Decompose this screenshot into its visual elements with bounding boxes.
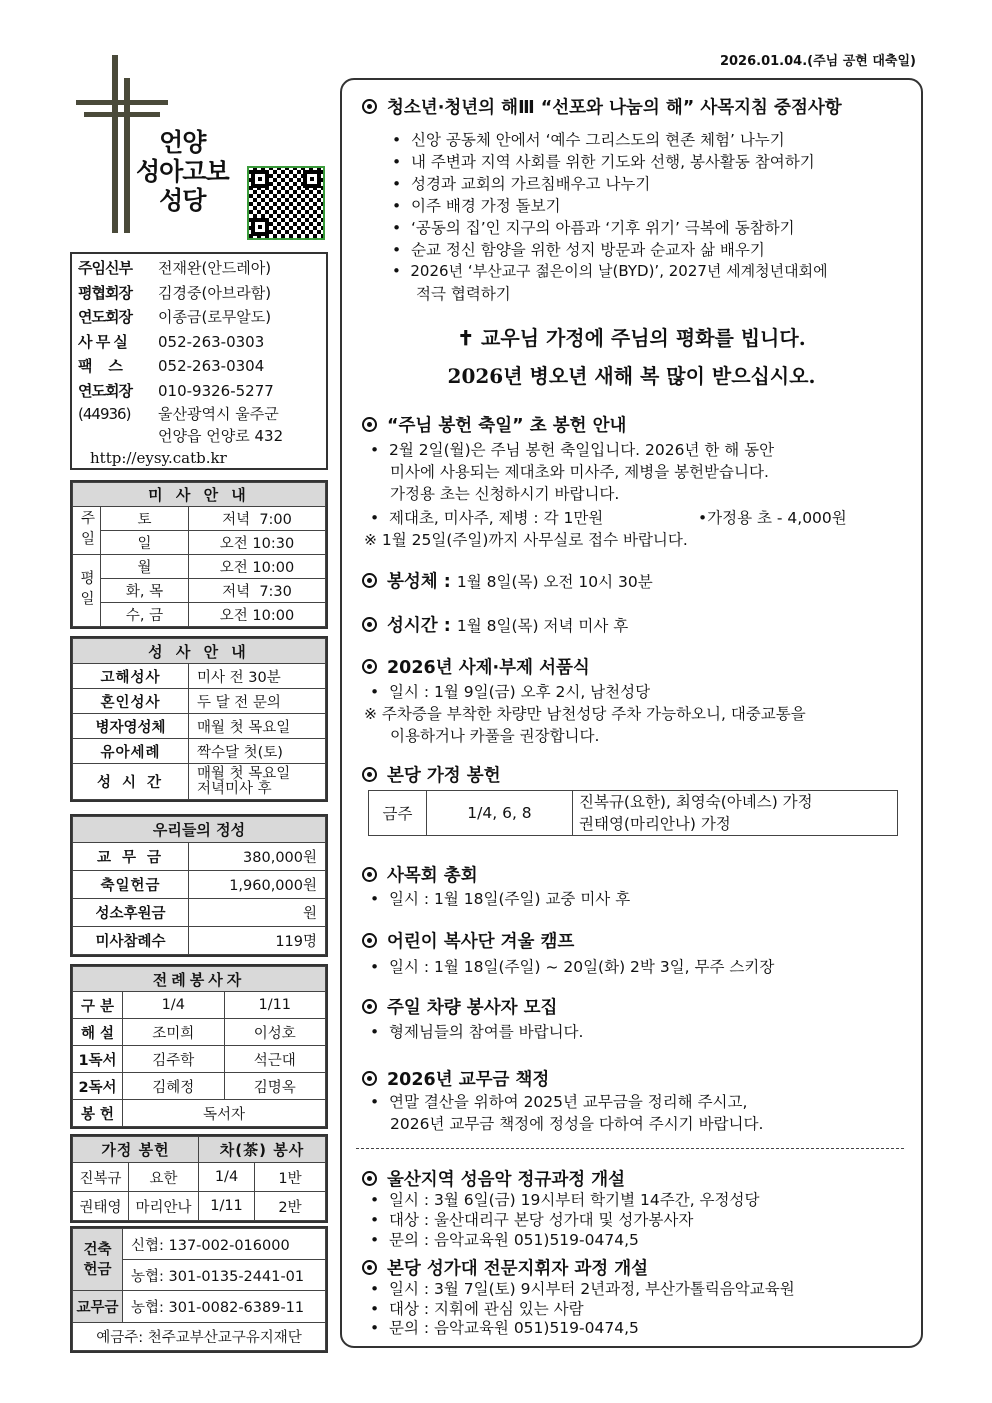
family-name: 진복규 <box>73 1163 129 1192</box>
mass-time: 오전 10:30 <box>189 531 326 555</box>
family-offering-table <box>368 790 898 836</box>
qr-code-icon[interactable] <box>247 166 325 240</box>
sunday-label: 주일 <box>73 507 101 555</box>
info-row <box>78 281 320 306</box>
bullet-icon <box>362 573 377 588</box>
tithe-label: 교무금 <box>73 1291 123 1323</box>
section-title: 본당 성가대 전문지휘자 과정 개설 <box>387 1259 649 1279</box>
section-tithe-pledge <box>362 1066 549 1091</box>
servers-role: 해 설 <box>73 1019 123 1046</box>
account-owner: 예금주: 천주교부산교구유지재단 <box>73 1323 326 1351</box>
list-item-text: 순교 정신 함양을 위한 성지 방문과 순교자 삶 배우기 <box>411 241 765 259</box>
servers-name: 석근대 <box>224 1046 326 1073</box>
bullet-icon <box>362 1260 377 1275</box>
list-item-text: 2026년 ‘부산교구 젊은이의 날(BYD)’, 2027년 세계청년대회에 <box>410 262 828 280</box>
info-row <box>78 379 320 404</box>
tea-service-head: 차(茶) 봉사 <box>199 1137 326 1163</box>
sacrament-value: 미사 전 30분 <box>189 664 326 689</box>
notice-line: • 일시 : 3월 7일(토) 9시부터 2년과정, 부산가톨릭음악교육원 <box>370 1280 795 1298</box>
family-tea-table <box>72 1136 326 1221</box>
notice-text: 미사에 사용되는 제대초와 미사주, 제병을 봉헌받습니다. <box>390 463 769 481</box>
bank-account-table <box>72 1228 326 1351</box>
offering-value: 1,960,000원 <box>189 871 326 899</box>
offering-families <box>573 791 898 836</box>
bullet-icon <box>362 867 377 882</box>
bulletin-date: 2026.01.04.(주님 공현 대축일) <box>719 54 916 69</box>
zip-code: (44936) <box>78 405 131 423</box>
section-title: 울산지역 성음악 정규과정 개설 <box>387 1170 626 1190</box>
list-item-text: 신앙 공동체 안에서 ‘예수 그리스도의 현존 체험’ 나누기 <box>411 131 785 149</box>
greeting-line2: 2026년 병오년 새해 복 많이 받으십시오. <box>447 364 816 388</box>
notice-line: • 제대초, 미사주, 제병 : 각 1만원 •가정용 초 - 4,000원 <box>370 506 603 528</box>
parish-name <box>136 128 229 215</box>
sacrament-value: 두 달 전 문의 <box>189 689 326 714</box>
servers-role: 2독서 <box>73 1073 123 1100</box>
list-item: • 내 주변과 지역 사회를 위한 기도와 선행, 봉사활동 참여하기 <box>392 153 815 171</box>
info-value: 052-263-0304 <box>158 357 265 375</box>
offering-box <box>70 814 328 957</box>
info-row <box>78 256 320 281</box>
list-item-text: 내 주변과 지역 사회를 위한 기도와 선행, 봉사활동 참여하기 <box>411 153 815 171</box>
info-value: 이종금(로무알도) <box>158 308 272 326</box>
info-value: 052-263-0303 <box>158 332 265 351</box>
mass-schedule-title: 미 사 안 내 <box>73 483 326 507</box>
section-title: 주일 차량 봉사자 모집 <box>387 998 558 1018</box>
info-value: 010-9326-5277 <box>158 381 274 400</box>
address-row <box>78 425 320 447</box>
family-line1: 진복규(요한), 최영숙(아녜스) 가정 <box>579 793 813 811</box>
section-title: 본당 가정 봉헌 <box>387 766 501 786</box>
notice-text: 대상 : 지휘에 관심 있는 사람 <box>389 1300 584 1318</box>
mass-time: 저녁 7:00 <box>189 507 326 531</box>
sacrament-key: 혼인성사 <box>73 689 189 714</box>
servers-name: 조미희 <box>123 1019 225 1046</box>
notice-line: • 일시 : 1월 18일(주일) 교중 미사 후 <box>370 890 631 908</box>
section-title: 사목회 총회 <box>387 866 478 886</box>
parish-name-line3: 성당 <box>159 186 206 215</box>
family-offering-table-wrap <box>368 790 898 836</box>
section-general-assembly <box>362 862 478 887</box>
bullet-icon <box>362 99 377 114</box>
info-key: 평협회장 <box>78 283 132 302</box>
notice-text: 이용하거나 카풀을 권장합니다. <box>390 727 600 745</box>
section-title: 2026년 사제·부제 서품식 <box>387 658 590 678</box>
parish-info-box <box>70 252 328 470</box>
notice-text: 제대초, 미사주, 제병 : 각 1만원 <box>389 509 604 527</box>
offering-key: 교 무 금 <box>73 843 189 871</box>
sacrament-value: 매월 첫 목요일 <box>189 714 326 739</box>
notice-text: 일시 : 1월 18일(주일) 교중 미사 후 <box>389 890 631 908</box>
info-row <box>78 354 320 379</box>
divider <box>356 1148 904 1149</box>
sacrament-key: 병자영성체 <box>73 714 189 739</box>
list-item: • 이주 배경 가정 돌보기 <box>392 197 561 215</box>
account-number: 신협: 137-002-016000 <box>123 1229 326 1260</box>
address-line1: 울산광역시 울주군 <box>158 405 279 423</box>
list-item-text: ‘공동의 집’인 지구의 아픔과 ‘기후 위기’ 극복에 동참하기 <box>411 219 795 237</box>
holy-hour-line2: 저녁미사 후 <box>197 780 272 797</box>
notice-text: 일시 : 3월 6일(금) 19시부터 학기별 14주간, 우정성당 <box>389 1191 760 1209</box>
parish-name-line2: 성아고보 <box>136 157 229 186</box>
family-baptism-name: 요한 <box>129 1163 199 1192</box>
list-item: • 2026년 ‘부산교구 젊은이의 날(BYD)’, 2027년 세계청년대회에 <box>392 262 828 280</box>
notice-text: 2026년 교무금 책정에 정성을 다하여 주시기 바랍니다. <box>390 1115 764 1133</box>
notice-text: 연말 결산을 위하여 2025년 교무금을 정리해 주시고, <box>389 1093 748 1111</box>
liturgy-servers-box <box>70 964 328 1129</box>
section-title: 2026년 교무금 책정 <box>387 1070 550 1090</box>
sacrament-value: 짝수달 첫(토) <box>189 739 326 764</box>
info-key: 사 무 실 <box>78 332 127 351</box>
tea-team: 1반 <box>255 1163 326 1192</box>
cross-icon-arm2 <box>84 112 160 117</box>
mass-day: 수, 금 <box>101 603 189 627</box>
servers-role: 봉 헌 <box>73 1100 123 1127</box>
spacer <box>78 425 158 447</box>
address-line2: 언양읍 언양로 432 <box>158 427 284 445</box>
address-row <box>78 403 320 425</box>
notice-text: •가정용 초 - 4,000원 <box>698 509 847 527</box>
offering-key: 성소후원금 <box>73 899 189 927</box>
cross-icon <box>112 55 118 233</box>
info-value: 김경중(아브라함) <box>158 283 272 302</box>
sacrament-key: 성 시 간 <box>73 764 189 800</box>
offering-key: 축일헌금 <box>73 871 189 899</box>
info-key: 연도회장 <box>78 308 132 326</box>
account-number: 농협: 301-0082-6389-11 <box>123 1291 326 1323</box>
notice-text: 일시 : 1월 9일(금) 오후 2시, 남천성당 <box>389 683 651 701</box>
account-number: 농협: 301-0135-2441-01 <box>123 1260 326 1291</box>
bullet-icon <box>362 417 377 432</box>
mass-day: 일 <box>101 531 189 555</box>
info-key: 팩 스 <box>78 357 122 375</box>
section-ordination <box>362 654 590 679</box>
parish-name-line1: 언양 <box>159 128 206 157</box>
notice-text: ※ 주차증을 부착한 차량만 남천성당 주차 가능하오니, 대중교통을 <box>364 705 806 723</box>
servers-name: 김명옥 <box>224 1073 326 1100</box>
info-key: 연도회장 <box>78 381 132 400</box>
mass-time: 저녁 7:30 <box>189 579 326 603</box>
bank-account-box <box>70 1226 328 1353</box>
mass-schedule-table <box>72 482 326 627</box>
notice-line: • 대상 : 지휘에 관심 있는 사람 <box>370 1300 584 1318</box>
mass-day: 월 <box>101 555 189 579</box>
list-item-text: 이주 배경 가정 돌보기 <box>411 197 561 215</box>
sacrament-table <box>72 638 326 800</box>
liturgy-servers-table <box>72 966 326 1127</box>
sacrament-key: 고해성사 <box>73 664 189 689</box>
servers-name: 김주학 <box>123 1046 225 1073</box>
offering-value: 380,000원 <box>189 843 326 871</box>
servers-head: 구 분 <box>73 992 123 1019</box>
offering-dates: 1/4, 6, 8 <box>427 791 573 836</box>
notice-line: • 형제님들의 참여를 바랍니다. <box>370 1023 584 1041</box>
qr-finder <box>251 218 269 236</box>
list-item-text: 성경과 교회의 가르침배우고 나누기 <box>411 175 651 193</box>
servers-role: 1독서 <box>73 1046 123 1073</box>
mass-day: 토 <box>101 507 189 531</box>
bullet-icon <box>362 933 377 948</box>
section-title: 봉성체 : <box>387 572 451 592</box>
servers-title: 전례봉사자 <box>73 967 326 992</box>
bullet-icon <box>362 659 377 674</box>
section-inline-text: 1월 8일(목) 오전 10시 30분 <box>456 573 653 591</box>
info-key: 주임신부 <box>78 259 132 277</box>
notice-text: 형제님들의 참여를 바랍니다. <box>389 1023 584 1041</box>
mass-schedule-box <box>70 480 328 629</box>
notice-line: • 문의 : 음악교육원 051)519-0474,5 <box>370 1319 639 1337</box>
qr-finder <box>251 170 269 188</box>
weekday-label: 평일 <box>73 555 101 627</box>
offering-title: 우리들의 정성 <box>73 817 326 843</box>
info-row <box>78 330 320 355</box>
servers-head: 1/11 <box>224 992 326 1019</box>
mass-time: 오전 10:00 <box>189 603 326 627</box>
parish-website-link[interactable]: http://eysy.catb.kr <box>90 449 227 467</box>
mass-time: 오전 10:00 <box>189 555 326 579</box>
holy-hour-line1: 매월 첫 목요일 <box>197 765 291 782</box>
family-tea-box <box>70 1134 328 1223</box>
bullet-icon <box>362 767 377 782</box>
servers-name: 독서자 <box>123 1100 326 1127</box>
notice-line: • 연말 결산을 위하여 2025년 교무금을 정리해 주시고, <box>370 1093 748 1111</box>
list-item: • 신앙 공동체 안에서 ‘예수 그리스도의 현존 체험’ 나누기 <box>392 131 785 149</box>
qr-finder <box>303 170 321 188</box>
list-item: • 성경과 교회의 가르침배우고 나누기 <box>392 175 651 193</box>
section-title: 청소년·청년의 해Ⅲ “선포와 나눔의 해” 사목지침 중점사항 <box>387 98 842 118</box>
servers-head: 1/4 <box>123 992 225 1019</box>
section-title: 성시간 : <box>387 616 451 636</box>
mass-day: 화, 목 <box>101 579 189 603</box>
tea-team: 2반 <box>255 1192 326 1221</box>
cross-icon-arm <box>76 100 168 105</box>
family-offering-head: 가정 봉헌 <box>73 1137 199 1163</box>
section-communion-sick <box>362 568 653 593</box>
section-title: 어린이 복사단 겨울 캠프 <box>387 932 575 952</box>
notice-line: • 일시 : 1월 9일(금) 오후 2시, 남천성당 <box>370 683 651 701</box>
greeting-line1: ✝ 교우님 가정에 주님의 평화를 빕니다. <box>457 326 806 350</box>
sacrament-value <box>189 764 326 800</box>
offering-table <box>72 816 326 955</box>
building-fund-label: 건축헌금 <box>73 1229 123 1291</box>
notice-text: ※ 1월 25일(주일)까지 사무실로 접수 바랍니다. <box>364 531 688 549</box>
offering-value: 119명 <box>189 927 326 955</box>
list-item: • ‘공동의 집’인 지구의 아픔과 ‘기후 위기’ 극복에 동참하기 <box>392 219 795 237</box>
info-row <box>78 305 320 330</box>
url-row <box>78 447 320 469</box>
bullet-icon <box>362 617 377 632</box>
servers-name: 이성호 <box>224 1019 326 1046</box>
sacrament-box <box>70 636 328 802</box>
offering-key: 미사참례수 <box>73 927 189 955</box>
sacrament-title: 성 사 안 내 <box>73 639 326 664</box>
section-title: “주님 봉헌 축일” 초 봉헌 안내 <box>387 416 627 436</box>
section-candle-offering <box>362 412 626 437</box>
section-pastoral-guidelines <box>362 94 842 119</box>
servers-name: 김혜정 <box>123 1073 225 1100</box>
family-line2: 권태영(마리안나) 가정 <box>579 815 731 833</box>
section-inline-text: 1월 8일(목) 저녁 미사 후 <box>456 617 629 635</box>
list-item: • 순교 정신 함양을 위한 성지 방문과 순교자 삶 배우기 <box>392 241 765 259</box>
notice-line: • 문의 : 음악교육원 051)519-0474,5 <box>370 1231 639 1249</box>
bullet-icon <box>362 999 377 1014</box>
bullet-icon <box>362 1071 377 1086</box>
section-family-offering <box>362 762 501 787</box>
family-name: 권태영 <box>73 1192 129 1221</box>
info-value: 전재완(안드레아) <box>158 259 272 277</box>
offering-value: 원 <box>189 899 326 927</box>
notice-text: 대상 : 울산대리구 본당 성가대 및 성가봉사자 <box>389 1211 694 1229</box>
notice-text: 가정용 초는 신청하시기 바랍니다. <box>390 485 620 503</box>
bullet-icon <box>362 1171 377 1186</box>
notice-line: • 일시 : 1월 18일(주일) ~ 20일(화) 2박 3일, 무주 스키장 <box>370 958 775 976</box>
section-holy-hour <box>362 612 628 637</box>
notice-line: • 일시 : 3월 6일(금) 19시부터 학기별 14주간, 우정성당 <box>370 1191 760 1209</box>
notice-line: • 2월 2일(월)은 주님 봉헌 축일입니다. 2026년 한 해 동안 <box>370 441 775 459</box>
notice-line: • 대상 : 울산대리구 본당 성가대 및 성가봉사자 <box>370 1211 694 1229</box>
notice-text: 2월 2일(월)은 주님 봉헌 축일입니다. 2026년 한 해 동안 <box>389 441 775 459</box>
tea-date: 1/11 <box>199 1192 255 1221</box>
notice-text: 일시 : 1월 18일(주일) ~ 20일(화) 2박 3일, 무주 스키장 <box>389 958 775 976</box>
section-driver-volunteers <box>362 994 557 1019</box>
tea-date: 1/4 <box>199 1163 255 1192</box>
sacrament-key: 유아세례 <box>73 739 189 764</box>
list-item-continuation: 적극 협력하기 <box>416 285 511 303</box>
week-label: 금주 <box>369 791 427 836</box>
notice-text: 문의 : 음악교육원 051)519-0474,5 <box>389 1319 639 1337</box>
notice-text: 일시 : 3월 7일(토) 9시부터 2년과정, 부산가톨릭음악교육원 <box>389 1280 795 1298</box>
notice-text: 문의 : 음악교육원 051)519-0474,5 <box>389 1231 639 1249</box>
section-altar-server-camp <box>362 928 574 953</box>
family-baptism-name: 마리안나 <box>129 1192 199 1221</box>
